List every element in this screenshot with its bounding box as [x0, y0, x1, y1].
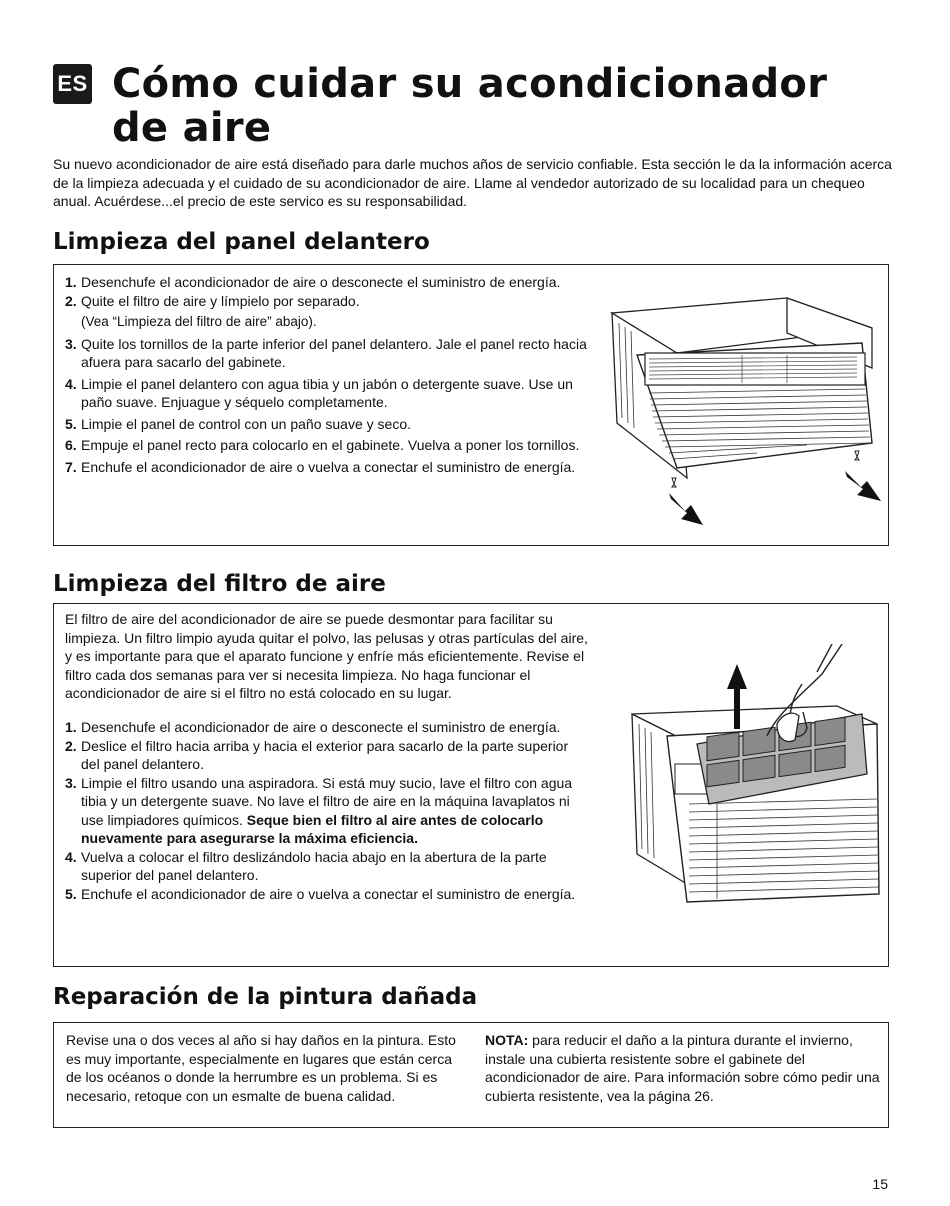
- list-item: 2. Quite el filtro de aire y límpielo por separado. (Vea “Limpieza del filtro de aire” abajo).: [65, 292, 360, 329]
- list-item: 1. Desenchufe el acondicionador de aire o desconecte el suministro de energía.: [65, 719, 561, 735]
- list-item: 4. Vuelva a colocar el filtro deslizándolo hacia abajo en la abertura de la parte superior del panel delantero.: [65, 848, 547, 883]
- air-filter-intro: El filtro de aire del acondicionador de aire se puede desmontar para facilitar su limpieza. Un filtro limpio ayuda quitar el polvo, las pelusas y otras partículas del aire, y es importante para que el aparato funcione y enfríe más eficientemente. Revise el filtro cada dos semanas para ver si necesita limpieza. No haga funcionar el acondicionador de aire si el filtro no está colocado en su lugar.: [65, 611, 588, 701]
- list-item: 7. Enchufe el acondicionador de aire o vuelva a conectar el suministro de energía.: [65, 458, 576, 475]
- list-item: 3. Limpie el filtro usando una aspiradora. Si está muy sucio, lave el filtro con agua tibia y un detergente suave. No lave el filtro de aire en la máquina lavaplatos ni use limpiadores químicos. Seque bien el filtro al aire antes de colocarlo nuevamente para asegurarse la máxima eficiencia.: [65, 774, 573, 846]
- list-item: 2. Deslice el filtro hacia arriba y hacia el exterior para sacarlo de la parte superior del panel delantero.: [65, 737, 569, 772]
- list-item: 4. Limpie el panel delantero con agua tibia y un jabón o detergente suave. Use un paño suave. Enjuague y séquelo completamente.: [65, 375, 573, 410]
- list-item: 6. Empuje el panel recto para colocarlo en el gabinete. Vuelva a poner los tornillos.: [65, 437, 580, 453]
- front-panel-steps: [54, 273, 589, 476]
- air-filter-heading: Limpieza del filtro de aire: [53, 571, 386, 597]
- language-badge: ES: [53, 64, 92, 104]
- air-filter-steps: [54, 718, 579, 903]
- list-item: 1. Desenchufe el acondicionador de aire o desconecte el suministro de energía.: [65, 274, 561, 290]
- paint-box: [53, 1022, 889, 1128]
- ac-filter-removal-illustration: [627, 644, 889, 914]
- list-item: 3. Quite los tornillos de la parte inferior del panel delantero. Jale el panel recto hacia afuera para sacarlo del gabinete.: [65, 335, 587, 370]
- air-filter-box: [53, 603, 889, 967]
- page-title-line-2: de aire: [112, 105, 272, 151]
- paint-note-paragraph: NOTA: para reducir el daño a la pintura durante el invierno, instale una cubierta resistente sobre el gabinete del acondicionador de aire. Para información sobre cómo pedir una cubierta resistente, vea la página 26.: [485, 1032, 880, 1104]
- paint-left-paragraph: Revise una o dos veces al año si hay daños en la pintura. Esto es muy importante, especialmente en lugares que están cerca de los océanos o donde la herrumbre es un problema. Si es necesario, retoque con un esmalte de buena calidad.: [66, 1032, 456, 1104]
- front-panel-box: [53, 264, 889, 546]
- list-item: 5. Limpie el panel de control con un paño suave y seco.: [65, 415, 411, 432]
- note-label: NOTA:: [485, 1032, 529, 1048]
- intro-paragraph: Su nuevo acondicionador de aire está diseñado para darle muchos años de servicio confiable. Esta sección le da la información acerca de la limpieza adecuada y el cuidado de su acondicionador de aire. Llame al vendedor autorizado de su localidad para un chequeo anual. Acuérdese...el precio de este servico es su responsabilidad.: [53, 156, 892, 209]
- page-number: 15: [872, 1176, 888, 1192]
- list-item: 5. Enchufe el acondicionador de aire o vuelva a conectar el suministro de energía.: [65, 885, 576, 902]
- page-title-line-1: Cómo cuidar su acondicionador: [112, 61, 828, 107]
- paint-heading: Reparación de la pintura dañada: [53, 984, 478, 1010]
- front-panel-heading: Limpieza del panel delantero: [53, 229, 430, 255]
- ac-front-panel-illustration: [607, 293, 897, 543]
